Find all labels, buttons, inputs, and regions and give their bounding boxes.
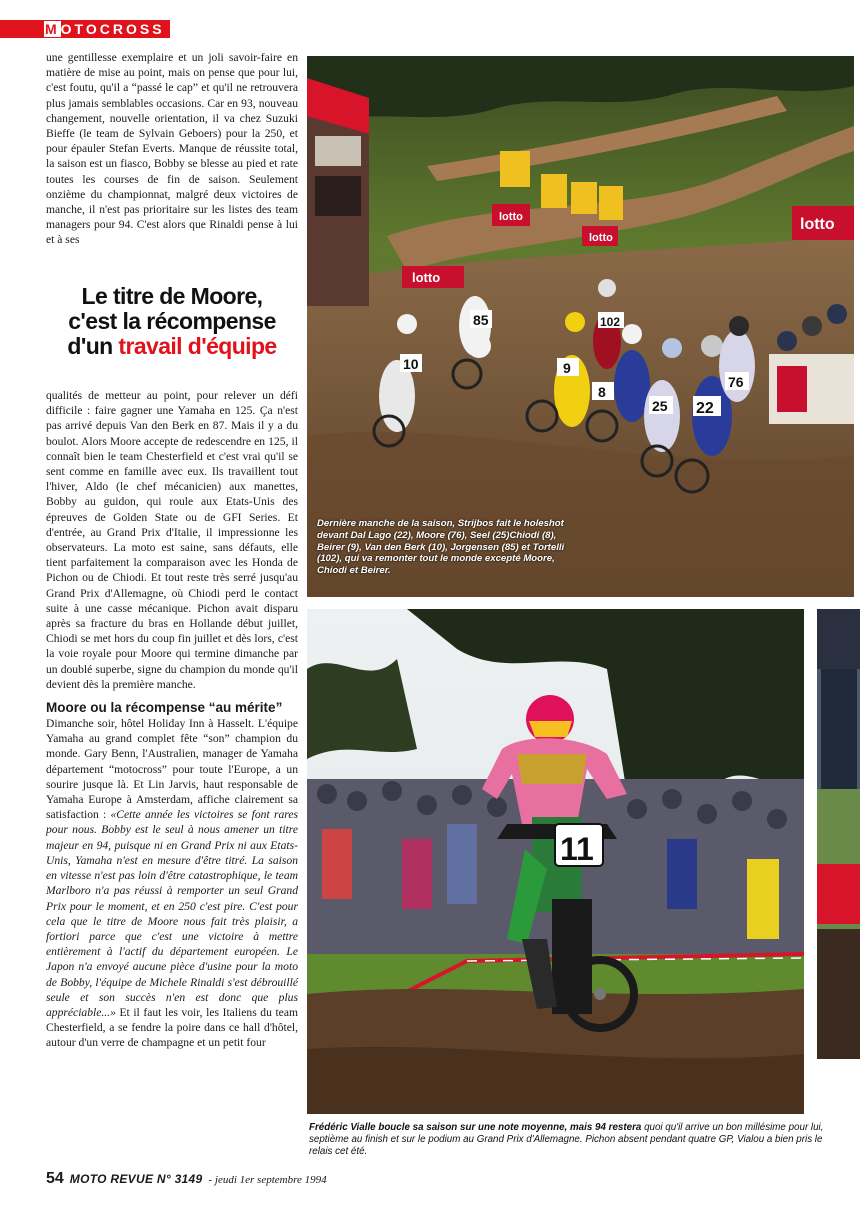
pull-quote [46,284,298,359]
article-column-2 [46,388,298,1051]
photo-caption-race-start: Dernière manche de la saison, Strijbos fait le holeshot devant Dal Lago (22), Moore (76), Seel (25)Chiodi (8), Beirer (9), Van den Berk (10), Jorgensen (85) et Tortelli (102), qui va remonter tout le monde excepté Moore, Chiodi et Beirer. [317,518,565,577]
number-plate: 85 [473,312,489,328]
pull-quote-line: c'est la récompense [68,308,276,334]
caption-rest: quoi qu'il arrive un bon millésime pour lui, septième au finish et sur le podium au Grand Prix d'Allemagne. Pichon absent pendant quatre GP, Vialou a bien pris le relais cet été. [309,1122,824,1157]
pull-quote-line: d'un travail d'équipe [67,333,277,359]
page-footer [46,1170,327,1188]
lotto-banner-text: lotto [499,211,523,223]
race-start-photo [307,56,854,597]
pull-quote-accent: travail d'équipe [118,333,277,359]
number-plate: 9 [563,360,571,376]
number-plate: 25 [652,398,668,414]
number-plate: 10 [403,356,419,372]
section-subhead: Moore ou la récompense “au mérite” [46,700,283,716]
number-plate: 8 [598,384,606,400]
page-number: 54 [46,1170,64,1187]
lotto-banner-text: lotto [412,270,441,285]
section-rubric [0,20,170,38]
caption-lead: Frédéric Vialle boucle sa saison sur une note moyenne, mais 94 restera [309,1122,642,1133]
photo-caption-vialle [309,1122,829,1158]
rubric-label: MOTOCROSS [45,21,165,37]
number-plate: 22 [696,400,714,417]
article-paragraph: Dimanche soir, hôtel Holiday Inn à Hasselt. L'équipe Yamaha au grand complet fête “son” champion du monde. Gary Benn, l'Australien, manager de Yamaha département “motocross” pour toute l'Europe, a un sourire jusque là. Et Lin Jarvis, haut responsable de Yamaha Europe à Amsterdam, affiche clairement sa satisfaction : «Cette année les victoires se font rares pour nous. Bobby est le seul à nous amener un titre majeur en 94, puisque ni en Grand Prix ni aux Etats-Unis, Yamaha n'est en mesure d'être titré. La saison en vitesse n'est pas loin d'être catastrophique, le team Marlboro n'a pas réussi à remporter un seul Grand Prix pour le moment, et en 250 c'est pire. C'est pour cela que le titre de Moore nous fait très plaisir, a fortiori parce que c'est une victoire à mettre entièrement à l'actif du département européen. Le Japon n'a envoyé aucune pièce d'usine pour la moto de Bobby, l'équipe de Michele Rinaldi s'est débrouillé seule et son succès n'en est donc que plus appréciable...» Et il faut les voir, les Italiens du team Chesterfield, a se fendre la poire dans ce hall d'hôtel, autour d'un verre de champagne et un petit four [46,717,298,1050]
pull-quote-line: Le titre de Moore, [81,283,263,309]
number-plate: 11 [560,831,594,867]
number-plate: 76 [728,374,744,390]
magazine-name: MOTO REVUE N° 3149 [69,1172,203,1186]
article-paragraph: qualités de metteur au point, pour relever un défi difficile : faire gagner une Yamaha en 125. Ça n'est pas arrivé depuis Van den Berk en 87. Mais il y a du boulot. Alors Moore accepte de redescendre en 125, il connaît bien le team Chesterfield et c'est vrai qu'il se sent comme en famille avec eux. Ils travaillent tout l'hiver, Aldo (le chef mécanicien) aux manettes, Bobby au guidon, qui roule aux Etats-Unis des épreuves de Golden State ou de GFI Series. Et d'entrée, au Grand Prix d'Italie, il impressionne les observateurs. La moto est saine, sans défauts, elle tient parfaitement la comparaison avec les Honda de Pichon ou de Chiodi. Et tout reste très serré jusqu'au Grand Prix d'Allemagne, où Chiodi perd le contact suite à une casse mécanique. Pichon avait disparu après sa fracture du bras en Hollande début juillet, Chiodi se met hors du coup fin juillet et dès lors, c'est la voie royale pour Moore qui termine dimanche par un doublé superbe, signe du champion du monde qu'il devient dès la première manche. [46,389,298,691]
number-plate: 102 [600,315,621,329]
lotto-banner-text: lotto [800,216,835,233]
rider-jump-photo [307,609,804,1114]
issue-date: - jeudi 1er septembre 1994 [208,1174,327,1186]
edge-photo-crop [817,609,860,1059]
article-paragraph: une gentillesse exemplaire et un joli savoir-faire en matière de mise au point, mais on pense que pour lui, c'est foutu, qu'il a “passé le cap” et qu'il ne retrouvera plus jamais semblables occasions. Car en 93, nouveau changement, nouvelle orientation, il va chez Suzuki Bieffe (le team de Sylvain Geboers) pour la 250, et pour épauler Stefan Everts. Manque de réussite total, la saison est un fiasco, Bobby se blesse au pied et rate toutes les courses de fin de saison. Seulement onzième du championnat, malgré deux victoires de manche, il n'est pas prioritaire sur les listes des team managers pour 94. C'est alors que Rinaldi pense à lui et à ses [46,51,298,247]
article-column-1 [46,50,298,248]
interview-quote: «Cette année les victoires se font rares pour nous. Bobby est le seul à nous amener un titre majeur en 94, puisque ni en Grand Prix ni aux Etats-Unis, Yamaha n'est en mesure d'être titré. La saison en vitesse n'est pas loin d'être catastrophique, le team Marlboro n'a pas réussi à remporter un seul Grand Prix pour le moment, et en 250 c'est pire. C'est pour cela que le titre de Moore nous fait très plaisir, a fortiori parce que c'est une victoire à mettre entièrement à l'actif du département européen. Le Japon n'a envoyé aucune pièce d'usine pour la moto de Bobby, l'équipe de Michele Rinaldi s'est débrouillé seule et son succès n'en est donc que plus appréciable...» [46,808,298,1019]
lotto-banner-text: lotto [589,232,613,244]
